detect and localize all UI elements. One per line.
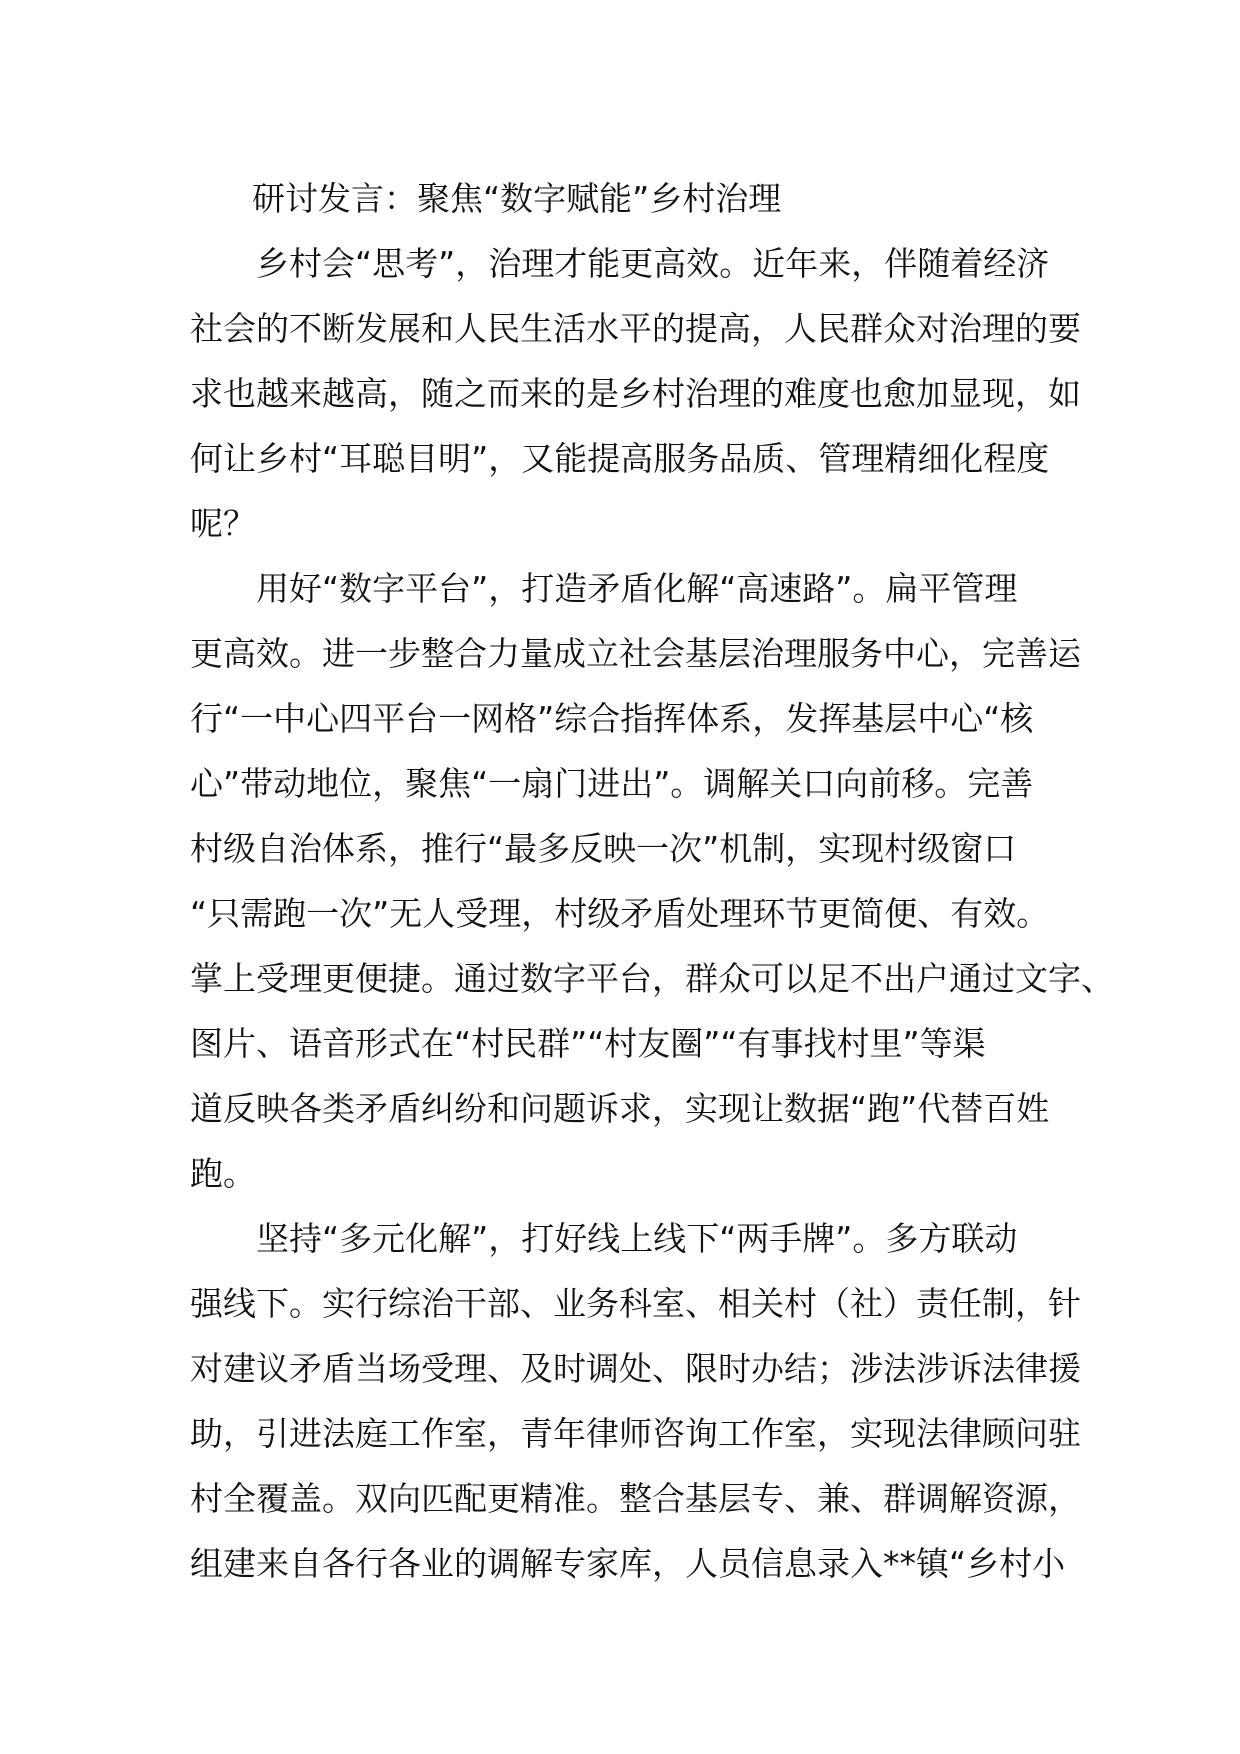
paragraph-line: 行“一中心四平台一网格”综合指挥体系，发挥基层中心“核 <box>190 699 1034 738</box>
paragraph-line: 心”带动地位，聚焦“一扇门进出”。调解关口向前移。完善 <box>190 764 1034 803</box>
paragraph-line: 村级自治体系，推行“最多反映一次”机制，实现村级窗口 <box>190 829 1017 868</box>
paragraph-2 <box>190 556 1114 1206</box>
paragraph-line: 用好“数字平台”，打造矛盾化解“高速路”。扁平管理 <box>190 569 1018 608</box>
document-page <box>190 166 1114 1596</box>
paragraph-line: 呢？ <box>190 504 256 543</box>
paragraph-line: 坚持“多元化解”，打好线上线下“两手牌”。多方联动 <box>190 1219 1018 1258</box>
paragraph-line: 强线下。实行综治干部、业务科室、相关村（社）责任制，针 <box>190 1284 1081 1323</box>
paragraph-line: 社会的不断发展和人民生活水平的提高，人民群众对治理的要 <box>190 309 1081 348</box>
paragraph-line: “只需跑一次”无人受理，村级矛盾处理环节更简便、有效。 <box>190 894 1050 933</box>
paragraph-line: 村全覆盖。双向匹配更精准。整合基层专、兼、群调解资源， <box>190 1479 1081 1518</box>
document-title: 研讨发言：聚焦“数字赋能”乡村治理 <box>252 179 782 218</box>
paragraph-line: 组建来自各行各业的调解专家库，人员信息录入**镇“乡村小 <box>190 1544 1066 1583</box>
paragraph-line: 跑。 <box>190 1154 256 1193</box>
paragraph-line: 图片、语音形式在“村民群”“村友圈”“有事找村里”等渠 <box>190 1024 986 1063</box>
paragraph-line: 何让乡村“耳聪目明”，又能提高服务品质、管理精细化程度 <box>190 439 1050 478</box>
paragraph-line: 助，引进法庭工作室，青年律师咨询工作室，实现法律顾问驻 <box>190 1414 1081 1453</box>
paragraph-line: 乡村会“思考”，治理才能更高效。近年来，伴随着经济 <box>190 244 1050 283</box>
paragraph-3 <box>190 1206 1081 1596</box>
paragraph-line: 道反映各类矛盾纠纷和问题诉求，实现让数据“跑”代替百姓 <box>190 1089 1050 1128</box>
paragraph-1 <box>190 231 1081 556</box>
paragraph-line: 求也越来越高，随之而来的是乡村治理的难度也愈加显现，如 <box>190 374 1081 413</box>
paragraph-line: 对建议矛盾当场受理、及时调处、限时办结；涉法涉诉法律援 <box>190 1349 1081 1388</box>
paragraph-line: 掌上受理更便捷。通过数字平台，群众可以足不出户通过文字、 <box>190 959 1114 998</box>
paragraph-line: 更高效。进一步整合力量成立社会基层治理服务中心，完善运 <box>190 634 1081 673</box>
